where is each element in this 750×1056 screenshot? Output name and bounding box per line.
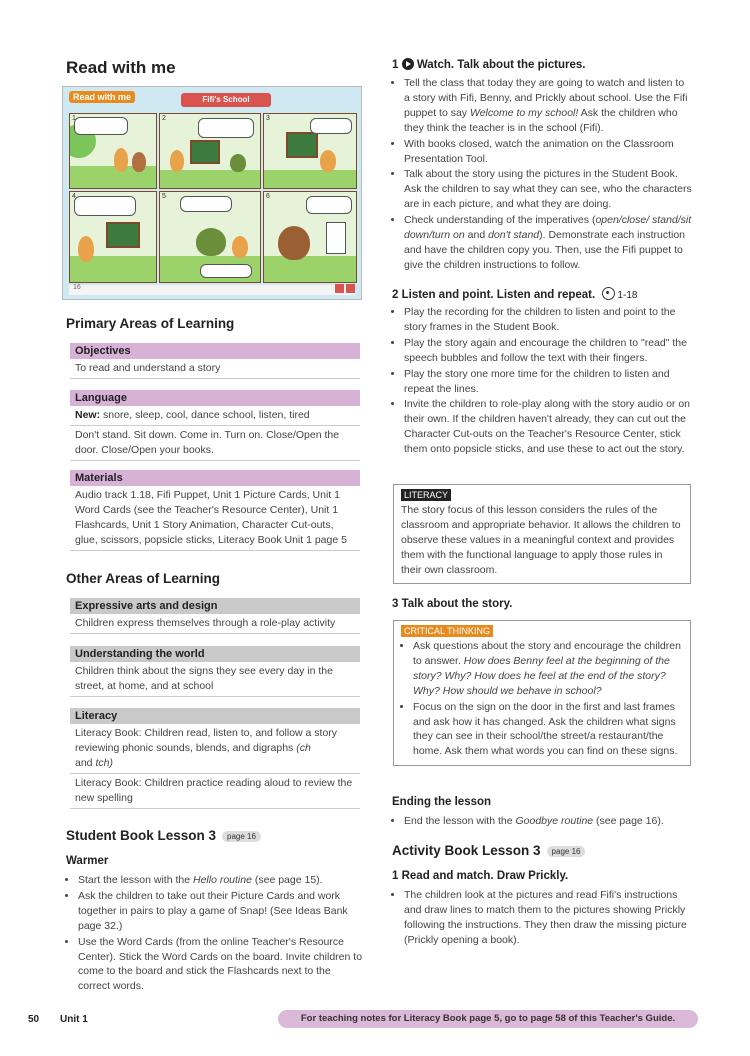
- page-number: 50: [28, 1014, 40, 1025]
- section-2-list: [392, 305, 692, 458]
- comic-panel-number: 1: [72, 115, 76, 122]
- literacy-text-2: Literacy Book: Children practice reading aloud to review the new spelling: [70, 774, 360, 809]
- language-label: Language: [70, 390, 360, 406]
- section-1-list: [392, 76, 692, 274]
- list-item: • With books closed, watch the animation on the Classroom Presentation Tool.: [404, 137, 692, 167]
- audio-track-number: 1-18: [617, 290, 638, 301]
- student-book-page-tag: page 16: [222, 831, 261, 842]
- world-text: Children think about the signs they see every day in the street, at home, and at school: [70, 662, 360, 697]
- language-new-words: [70, 406, 360, 426]
- activity-book-heading: [392, 843, 585, 858]
- literacy-areas-box: [70, 708, 360, 809]
- objectives-label: Objectives: [70, 343, 360, 359]
- list-item: • Invite the children to role-play along with the story audio or on their own. If the children haven't already, they can cut out the Character Cut-outs on the Teacher's Resource Center, stick them onto popsicle sticks, and use these to act out the story.: [404, 397, 692, 457]
- comic-footer-page: 16: [73, 284, 81, 291]
- list-item: • The children look at the pictures and read Fifi's instructions and draw lines to match them to the pictures showing Prickly following the instructions. They then draw the missing picture (Prickly opening a book).: [404, 888, 692, 948]
- critical-thinking-tag: CRITICAL THINKING: [401, 625, 493, 637]
- primary-areas-heading: Primary Areas of Learning: [66, 316, 235, 331]
- section-3-number: 3: [392, 598, 399, 610]
- list-item: • Tell the class that today they are going to watch and listen to a story with Fifi, Benny, and Prickly about school. Use the Fifi puppet to say Welcome to my school! Ask the children who they think the teacher is in the school (Fifi).: [404, 76, 692, 136]
- list-item: • End the lesson with the Goodbye routine (see page 16).: [404, 814, 692, 829]
- student-book-heading: [66, 828, 261, 843]
- list-item: • Play the recording for the children to listen and point to the story frames in the Student Book.: [404, 305, 692, 335]
- section-3-title: Talk about the story.: [401, 598, 513, 610]
- comic-panel-2: [159, 113, 261, 189]
- section-2-number: 2: [392, 289, 399, 301]
- unit-label: Unit 1: [60, 1014, 88, 1025]
- list-item: • Play the story one more time for the children to listen and repeat the lines.: [404, 367, 692, 397]
- language-structures: Don't stand. Sit down. Come in. Turn on. Close/Open the door. Close/Open your books.: [70, 426, 360, 461]
- materials-label: Materials: [70, 470, 360, 486]
- activity-book-page-tag: page 16: [547, 846, 586, 857]
- comic-panel-3: [263, 113, 357, 189]
- ab-section-1-heading: [392, 870, 568, 882]
- warmer-heading: Warmer: [66, 855, 109, 867]
- list-item: • Focus on the sign on the door in the first and last frames and ask how it has changed. Ask the children what signs they can see in their school/the street/a restaurant/the home. Ask them what words you can find on these signs.: [413, 700, 683, 760]
- section-1-title: Watch. Talk about the pictures.: [416, 59, 586, 71]
- comic-panel-number: 4: [72, 193, 76, 200]
- objectives-text: To read and understand a story: [70, 359, 360, 379]
- literacy-info-box: [393, 484, 691, 584]
- expressive-text: Children express themselves through a role-play activity: [70, 614, 360, 634]
- objectives-box: [70, 343, 360, 379]
- literacy-text-1: [70, 724, 360, 774]
- comic-panel-6: [263, 191, 357, 283]
- ending-list: [392, 814, 692, 830]
- student-book-heading-text: Student Book Lesson 3: [66, 828, 217, 843]
- comic-panel-number: 2: [162, 115, 166, 122]
- language-new-label: New:: [75, 409, 101, 421]
- comic-panel-number: 5: [162, 193, 166, 200]
- expressive-box: [70, 598, 360, 634]
- section-2-title: Listen and point. Listen and repeat.: [401, 289, 596, 301]
- language-new-text: snore, sleep, cool, dance school, listen, tired: [100, 409, 310, 421]
- section-2-heading: [392, 287, 637, 301]
- world-box: [70, 646, 360, 697]
- audio-cd-icon: [602, 287, 615, 300]
- warmer-list: [66, 873, 364, 995]
- ending-heading: Ending the lesson: [392, 796, 492, 808]
- list-item: • Talk about the story using the pictures in the Student Book. Ask the children to say what they can see, who the characters are in each picture, and what they are doing.: [404, 167, 692, 212]
- literacy-info-text: The story focus of this lesson considers the rules of the classroom and appropriate behavior. It allows the children to observe these values in a meaningful context and provides them with the functional language to apply those rules in their own classroom.: [401, 504, 681, 576]
- list-item: • Use the Word Cards (from the online Teacher's Resource Center). Stick the Word Cards on the board. Invite children to come to the board and stick the Flashcards next to the correct words.: [78, 935, 364, 995]
- list-item: • Start the lesson with the Hello routine (see page 15).: [78, 873, 364, 888]
- ab-section-1-number: 1: [392, 870, 399, 882]
- section-1-heading: [392, 58, 586, 71]
- ab-section-1-list: [392, 888, 692, 949]
- activity-book-heading-text: Activity Book Lesson 3: [392, 843, 541, 858]
- expressive-label: Expressive arts and design: [70, 598, 360, 614]
- page-title: Read with me: [66, 58, 176, 77]
- list-item: • Ask questions about the story and encourage the children to answer. How does Benny feel at the beginning of the story? Why? How does he feel at the end of the story? Why? How should we behave in school?: [413, 639, 683, 699]
- story-comic-illustration: [62, 86, 362, 300]
- literacy-text-1c: and: [75, 756, 96, 769]
- list-item: • Check understanding of the imperatives (open/close/ stand/sit down/turn on and don't stand). Demonstrate each instruction and have the children copy you. Then, use the Fifi puppet to give the children instructions to follow.: [404, 213, 692, 273]
- list-item: • Ask the children to take out their Picture Cards and work together in pairs to play a game of Snap! (See Ideas Bank page 32.): [78, 889, 364, 934]
- language-box: [70, 390, 360, 461]
- play-video-icon: [402, 58, 414, 70]
- comic-header: Read with me: [69, 91, 135, 103]
- materials-box: [70, 470, 360, 551]
- list-item: • Play the story again and encourage the children to "read" the speech bubbles and follow the text with their fingers.: [404, 336, 692, 366]
- footer-note: For teaching notes for Literacy Book page 5, go to page 58 of this Teacher's Guide.: [278, 1010, 698, 1028]
- comic-school-sign: Fifi's School: [181, 93, 271, 107]
- literacy-text-1a: Literacy Book: Children read, listen to, and follow a story reviewing phonic sounds, blends, and digraphs: [75, 727, 338, 754]
- section-3-heading: [392, 598, 512, 610]
- literacy-tag: LITERACY: [401, 489, 451, 501]
- other-areas-heading: Other Areas of Learning: [66, 571, 221, 586]
- comic-panel-number: 3: [266, 115, 270, 122]
- section-1-number: 1: [392, 59, 399, 71]
- world-label: Understanding the world: [70, 646, 360, 662]
- comic-panel-number: 6: [266, 193, 270, 200]
- literacy-text-1b: (ch: [296, 741, 311, 754]
- comic-panel-5: [159, 191, 261, 283]
- ab-section-1-title: Read and match. Draw Prickly.: [401, 870, 569, 882]
- comic-panel-1: [69, 113, 157, 189]
- comic-panel-4: [69, 191, 157, 283]
- critical-thinking-box: [393, 620, 691, 766]
- materials-text: Audio track 1.18, Fifi Puppet, Unit 1 Picture Cards, Unit 1 Word Cards (see the Teacher's Resource Center), Unit 1 Flashcards, Unit 1 Story Animation, Character Cut-outs, glue, scissors, popsicle sticks, Literacy Book Unit 1 page 5: [70, 486, 360, 551]
- literacy-text-1d: tch): [95, 756, 113, 769]
- literacy-label: Literacy: [70, 708, 360, 724]
